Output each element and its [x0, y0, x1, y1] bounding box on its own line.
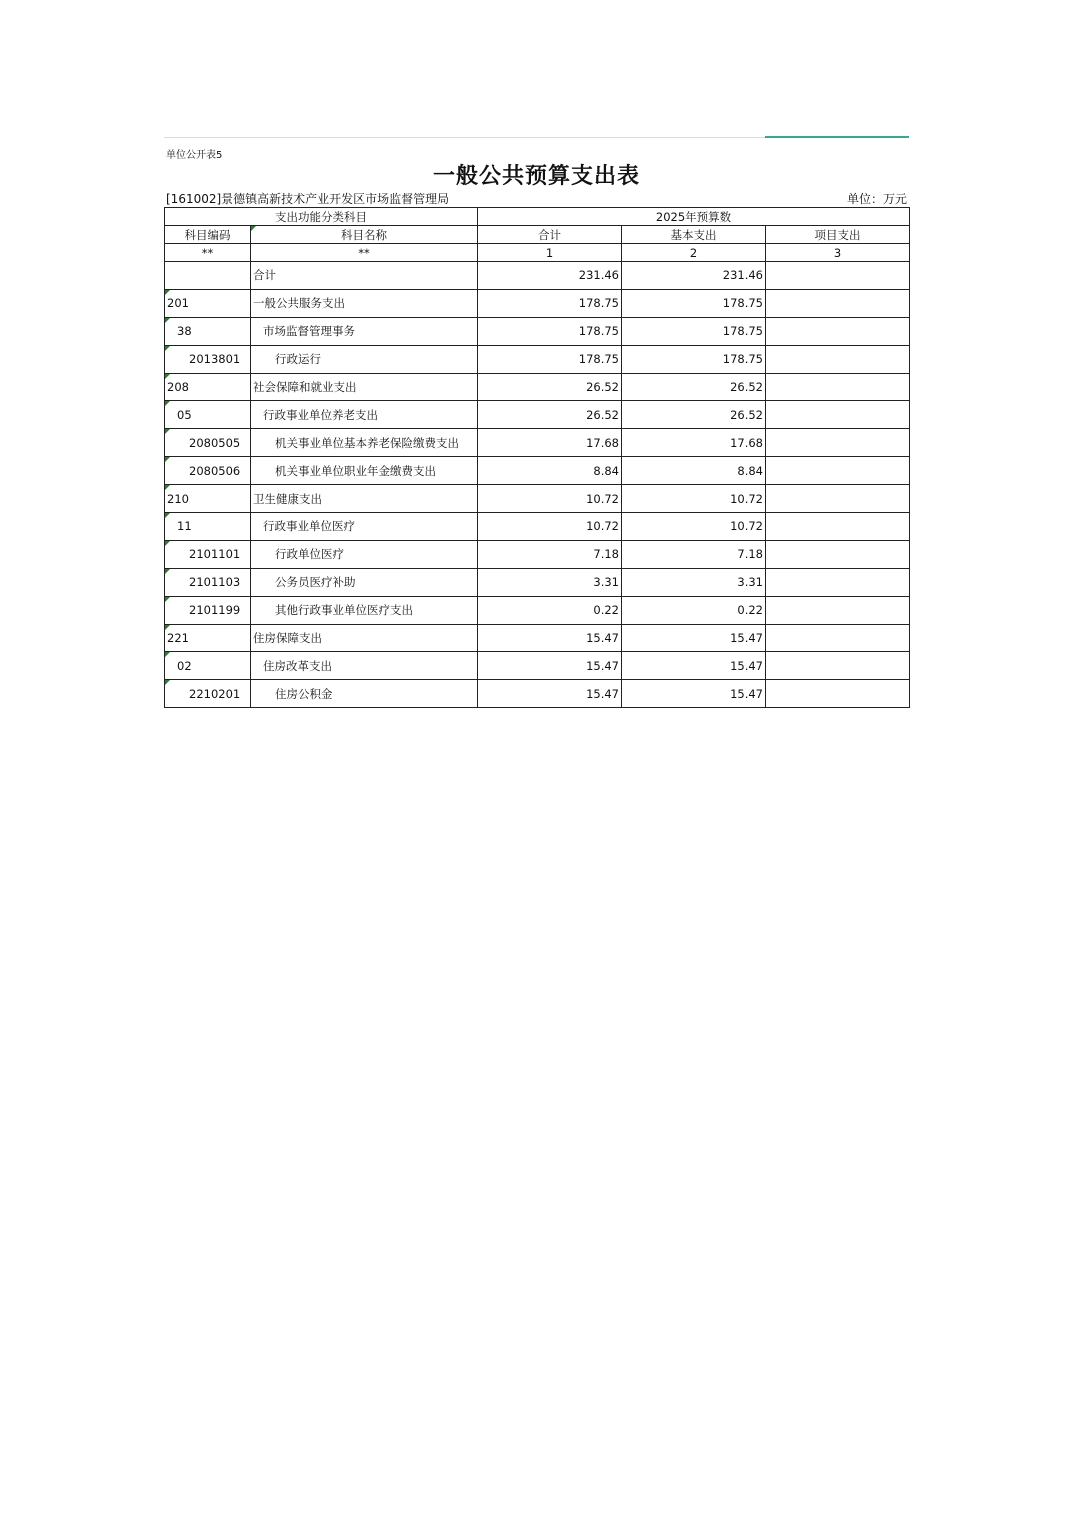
cell-code [165, 429, 251, 457]
cell-total [478, 568, 622, 596]
cell-code [165, 262, 251, 290]
cell-project [766, 513, 910, 541]
cell-basic-text: 0.22 [737, 603, 763, 618]
cell-total [478, 317, 622, 345]
cell-code [165, 289, 251, 317]
cell-name [251, 373, 478, 401]
cell-code-text: 11 [177, 519, 192, 534]
cell-project [766, 485, 910, 513]
cell-marker [165, 457, 170, 462]
cell-total [478, 596, 622, 624]
cell-marker [165, 625, 170, 630]
cell-code-text: 201 [167, 296, 189, 311]
cell-basic-text: 10.72 [730, 519, 763, 534]
cell-code [165, 373, 251, 401]
cell-project [766, 540, 910, 568]
cell-marker [165, 401, 170, 406]
cell-project [766, 680, 910, 708]
cell-total [478, 429, 622, 457]
cell-basic [622, 652, 766, 680]
table-row [165, 513, 910, 541]
cell-name [251, 317, 478, 345]
col-header-basic: 基本支出 [622, 226, 766, 244]
cell-name-text: 行政事业单位养老支出 [263, 407, 378, 422]
cell-code [165, 652, 251, 680]
cell-total [478, 624, 622, 652]
cell-basic-text: 178.75 [722, 352, 763, 367]
cell-marker [165, 290, 170, 295]
cell-basic [622, 317, 766, 345]
table-row [165, 652, 910, 680]
cell-basic [622, 345, 766, 373]
col-header-code: 科目编码 [165, 226, 251, 244]
cell-name-text: 行政事业单位医疗 [263, 519, 355, 534]
cell-name [251, 568, 478, 596]
cell-total-text: 8.84 [593, 463, 619, 478]
cell-total-text: 178.75 [578, 352, 619, 367]
cell-code [165, 317, 251, 345]
cell-code-text: 2101103 [189, 575, 241, 590]
cell-code-text: 2101101 [189, 547, 241, 562]
cell-project [766, 457, 910, 485]
cell-code [165, 513, 251, 541]
cell-basic-text: 178.75 [722, 296, 763, 311]
cell-name [251, 540, 478, 568]
table-row [165, 596, 910, 624]
cell-code-text: 208 [167, 380, 189, 394]
cell-code [165, 624, 251, 652]
expenditure-table [164, 207, 910, 708]
cell-total [478, 289, 622, 317]
cell-name-text: 机关事业单位基本养老保险缴费支出 [275, 435, 459, 450]
cell-code-text: 2080506 [189, 463, 241, 478]
cell-code [165, 568, 251, 596]
col-header-total: 合计 [478, 226, 622, 244]
cell-project [766, 345, 910, 373]
cell-basic-text: 10.72 [730, 491, 763, 506]
cell-project [766, 262, 910, 290]
cell-name [251, 596, 478, 624]
cell-name [251, 429, 478, 457]
group-header-right: 2025年预算数 [478, 208, 910, 226]
cell-basic-text: 8.84 [737, 463, 763, 478]
cell-basic [622, 596, 766, 624]
cell-project [766, 373, 910, 401]
cell-basic [622, 457, 766, 485]
header-row-index [165, 244, 910, 262]
cell-total-text: 7.18 [593, 547, 619, 562]
cell-project [766, 289, 910, 317]
cell-code-text: 221 [167, 631, 189, 646]
cell-code-text: 2080505 [189, 435, 241, 450]
cell-marker [165, 346, 170, 351]
header-row-group [165, 208, 910, 226]
cell-marker [165, 680, 170, 685]
cell-name-text: 住房改革支出 [263, 658, 332, 673]
cell-marker [165, 485, 170, 490]
cell-project [766, 624, 910, 652]
cell-total-text: 26.52 [586, 380, 619, 394]
cell-marker [165, 318, 170, 323]
table-row [165, 680, 910, 708]
cell-basic [622, 262, 766, 290]
cell-basic-text: 7.18 [737, 547, 763, 562]
cell-name-text: 卫生健康支出 [253, 491, 322, 506]
table-row [165, 457, 910, 485]
cell-code [165, 485, 251, 513]
cell-name [251, 289, 478, 317]
table-row [165, 317, 910, 345]
table-row [165, 345, 910, 373]
cell-marker [165, 513, 170, 518]
cell-total [478, 540, 622, 568]
cell-basic-text: 15.47 [730, 631, 763, 646]
cell-basic [622, 429, 766, 457]
cell-name [251, 513, 478, 541]
page-title: 一般公共预算支出表 [432, 163, 640, 189]
cell-basic [622, 513, 766, 541]
cell-total [478, 401, 622, 429]
cell-total-text: 17.68 [586, 435, 619, 450]
cell-project [766, 596, 910, 624]
cell-total [478, 652, 622, 680]
cell-basic-text: 26.52 [730, 380, 763, 394]
selection-accent [765, 136, 909, 138]
cell-total-text: 26.52 [586, 407, 619, 422]
cell-marker [165, 541, 170, 546]
cell-total [478, 345, 622, 373]
cell-total-text: 15.47 [586, 631, 619, 646]
table-row [165, 429, 910, 457]
cell-total [478, 680, 622, 708]
cell-marker [165, 429, 170, 434]
index-total: 1 [478, 244, 622, 262]
cell-basic [622, 540, 766, 568]
cell-basic-text: 26.52 [730, 407, 763, 422]
cell-code-text: 02 [177, 658, 192, 673]
cell-name-text: 行政运行 [275, 352, 321, 367]
table-row [165, 289, 910, 317]
cell-total-text: 15.47 [586, 658, 619, 673]
cell-code [165, 596, 251, 624]
cell-basic-text: 178.75 [722, 324, 763, 339]
cell-name [251, 652, 478, 680]
cell-total-text: 10.72 [586, 519, 619, 534]
table-row [165, 401, 910, 429]
cell-total-text: 178.75 [578, 296, 619, 311]
cell-basic [622, 485, 766, 513]
cell-code [165, 680, 251, 708]
cell-basic [622, 624, 766, 652]
table-row [165, 624, 910, 652]
cell-code-text: 210 [167, 491, 189, 506]
cell-total [478, 262, 622, 290]
index-project: 3 [766, 244, 910, 262]
cell-marker [251, 226, 256, 231]
cell-code [165, 401, 251, 429]
header-row-columns [165, 226, 910, 244]
cell-name-text: 社会保障和就业支出 [253, 380, 357, 394]
cell-project [766, 401, 910, 429]
cell-marker [165, 569, 170, 574]
col-header-project: 项目支出 [766, 226, 910, 244]
cell-marker [165, 652, 170, 657]
cell-basic-text: 15.47 [730, 686, 763, 701]
cell-name-text: 一般公共服务支出 [253, 296, 345, 311]
cell-total-text: 3.31 [593, 575, 619, 590]
cell-basic [622, 373, 766, 401]
cell-code-text: 2101199 [189, 603, 241, 618]
cell-basic [622, 568, 766, 596]
table-row [165, 262, 910, 290]
group-header-left: 支出功能分类科目 [165, 208, 478, 226]
cell-code [165, 457, 251, 485]
cell-basic-text: 17.68 [730, 435, 763, 450]
cell-name [251, 401, 478, 429]
cell-name-text: 合计 [253, 268, 276, 283]
cell-project [766, 429, 910, 457]
cell-name-text: 公务员医疗补助 [275, 575, 356, 590]
cell-code [165, 345, 251, 373]
cell-name-text: 其他行政事业单位医疗支出 [275, 603, 413, 618]
cell-code [165, 540, 251, 568]
cell-name-text: 行政单位医疗 [275, 547, 344, 562]
unit-label: 单位：万元 [846, 192, 907, 206]
index-name: ** [251, 244, 478, 262]
cell-name-text: 住房公积金 [275, 686, 333, 701]
cell-basic-text: 3.31 [737, 575, 763, 590]
table-body [165, 262, 910, 708]
cell-total-text: 10.72 [586, 491, 619, 506]
cell-name [251, 262, 478, 290]
cell-total-text: 231.46 [578, 268, 619, 283]
cell-basic [622, 289, 766, 317]
cell-total-text: 178.75 [578, 324, 619, 339]
table-row [165, 373, 910, 401]
cell-name [251, 345, 478, 373]
cell-name [251, 624, 478, 652]
cell-total [478, 485, 622, 513]
cell-name [251, 680, 478, 708]
cell-project [766, 317, 910, 345]
cell-basic [622, 680, 766, 708]
cell-total-text: 0.22 [593, 603, 619, 618]
table-row [165, 568, 910, 596]
organization-name: [161002]景德镇高新技术产业开发区市场监督管理局 [166, 192, 450, 206]
cell-code-text: 38 [177, 324, 192, 339]
cell-basic [622, 401, 766, 429]
table-row [165, 485, 910, 513]
cell-basic-text: 231.46 [722, 268, 763, 283]
cell-name [251, 457, 478, 485]
cell-basic-text: 15.47 [730, 658, 763, 673]
cell-name-text: 机关事业单位职业年金缴费支出 [275, 463, 436, 478]
cell-total [478, 513, 622, 541]
index-basic: 2 [622, 244, 766, 262]
cell-total [478, 373, 622, 401]
cell-code-text: 2013801 [189, 352, 241, 367]
cell-project [766, 568, 910, 596]
table-label: 单位公开表5 [166, 150, 223, 161]
index-code: ** [165, 244, 251, 262]
cell-name [251, 485, 478, 513]
cell-name-text: 住房保障支出 [253, 631, 322, 646]
col-header-name [251, 226, 478, 244]
col-header-name-label: 科目名称 [341, 227, 387, 242]
cell-marker [165, 374, 170, 379]
cell-total [478, 457, 622, 485]
cell-total-text: 15.47 [586, 686, 619, 701]
table-row [165, 540, 910, 568]
cell-project [766, 652, 910, 680]
cell-name-text: 市场监督管理事务 [263, 324, 355, 339]
cell-marker [165, 597, 170, 602]
cell-code-text: 05 [177, 407, 192, 422]
cell-code-text: 2210201 [189, 686, 241, 701]
